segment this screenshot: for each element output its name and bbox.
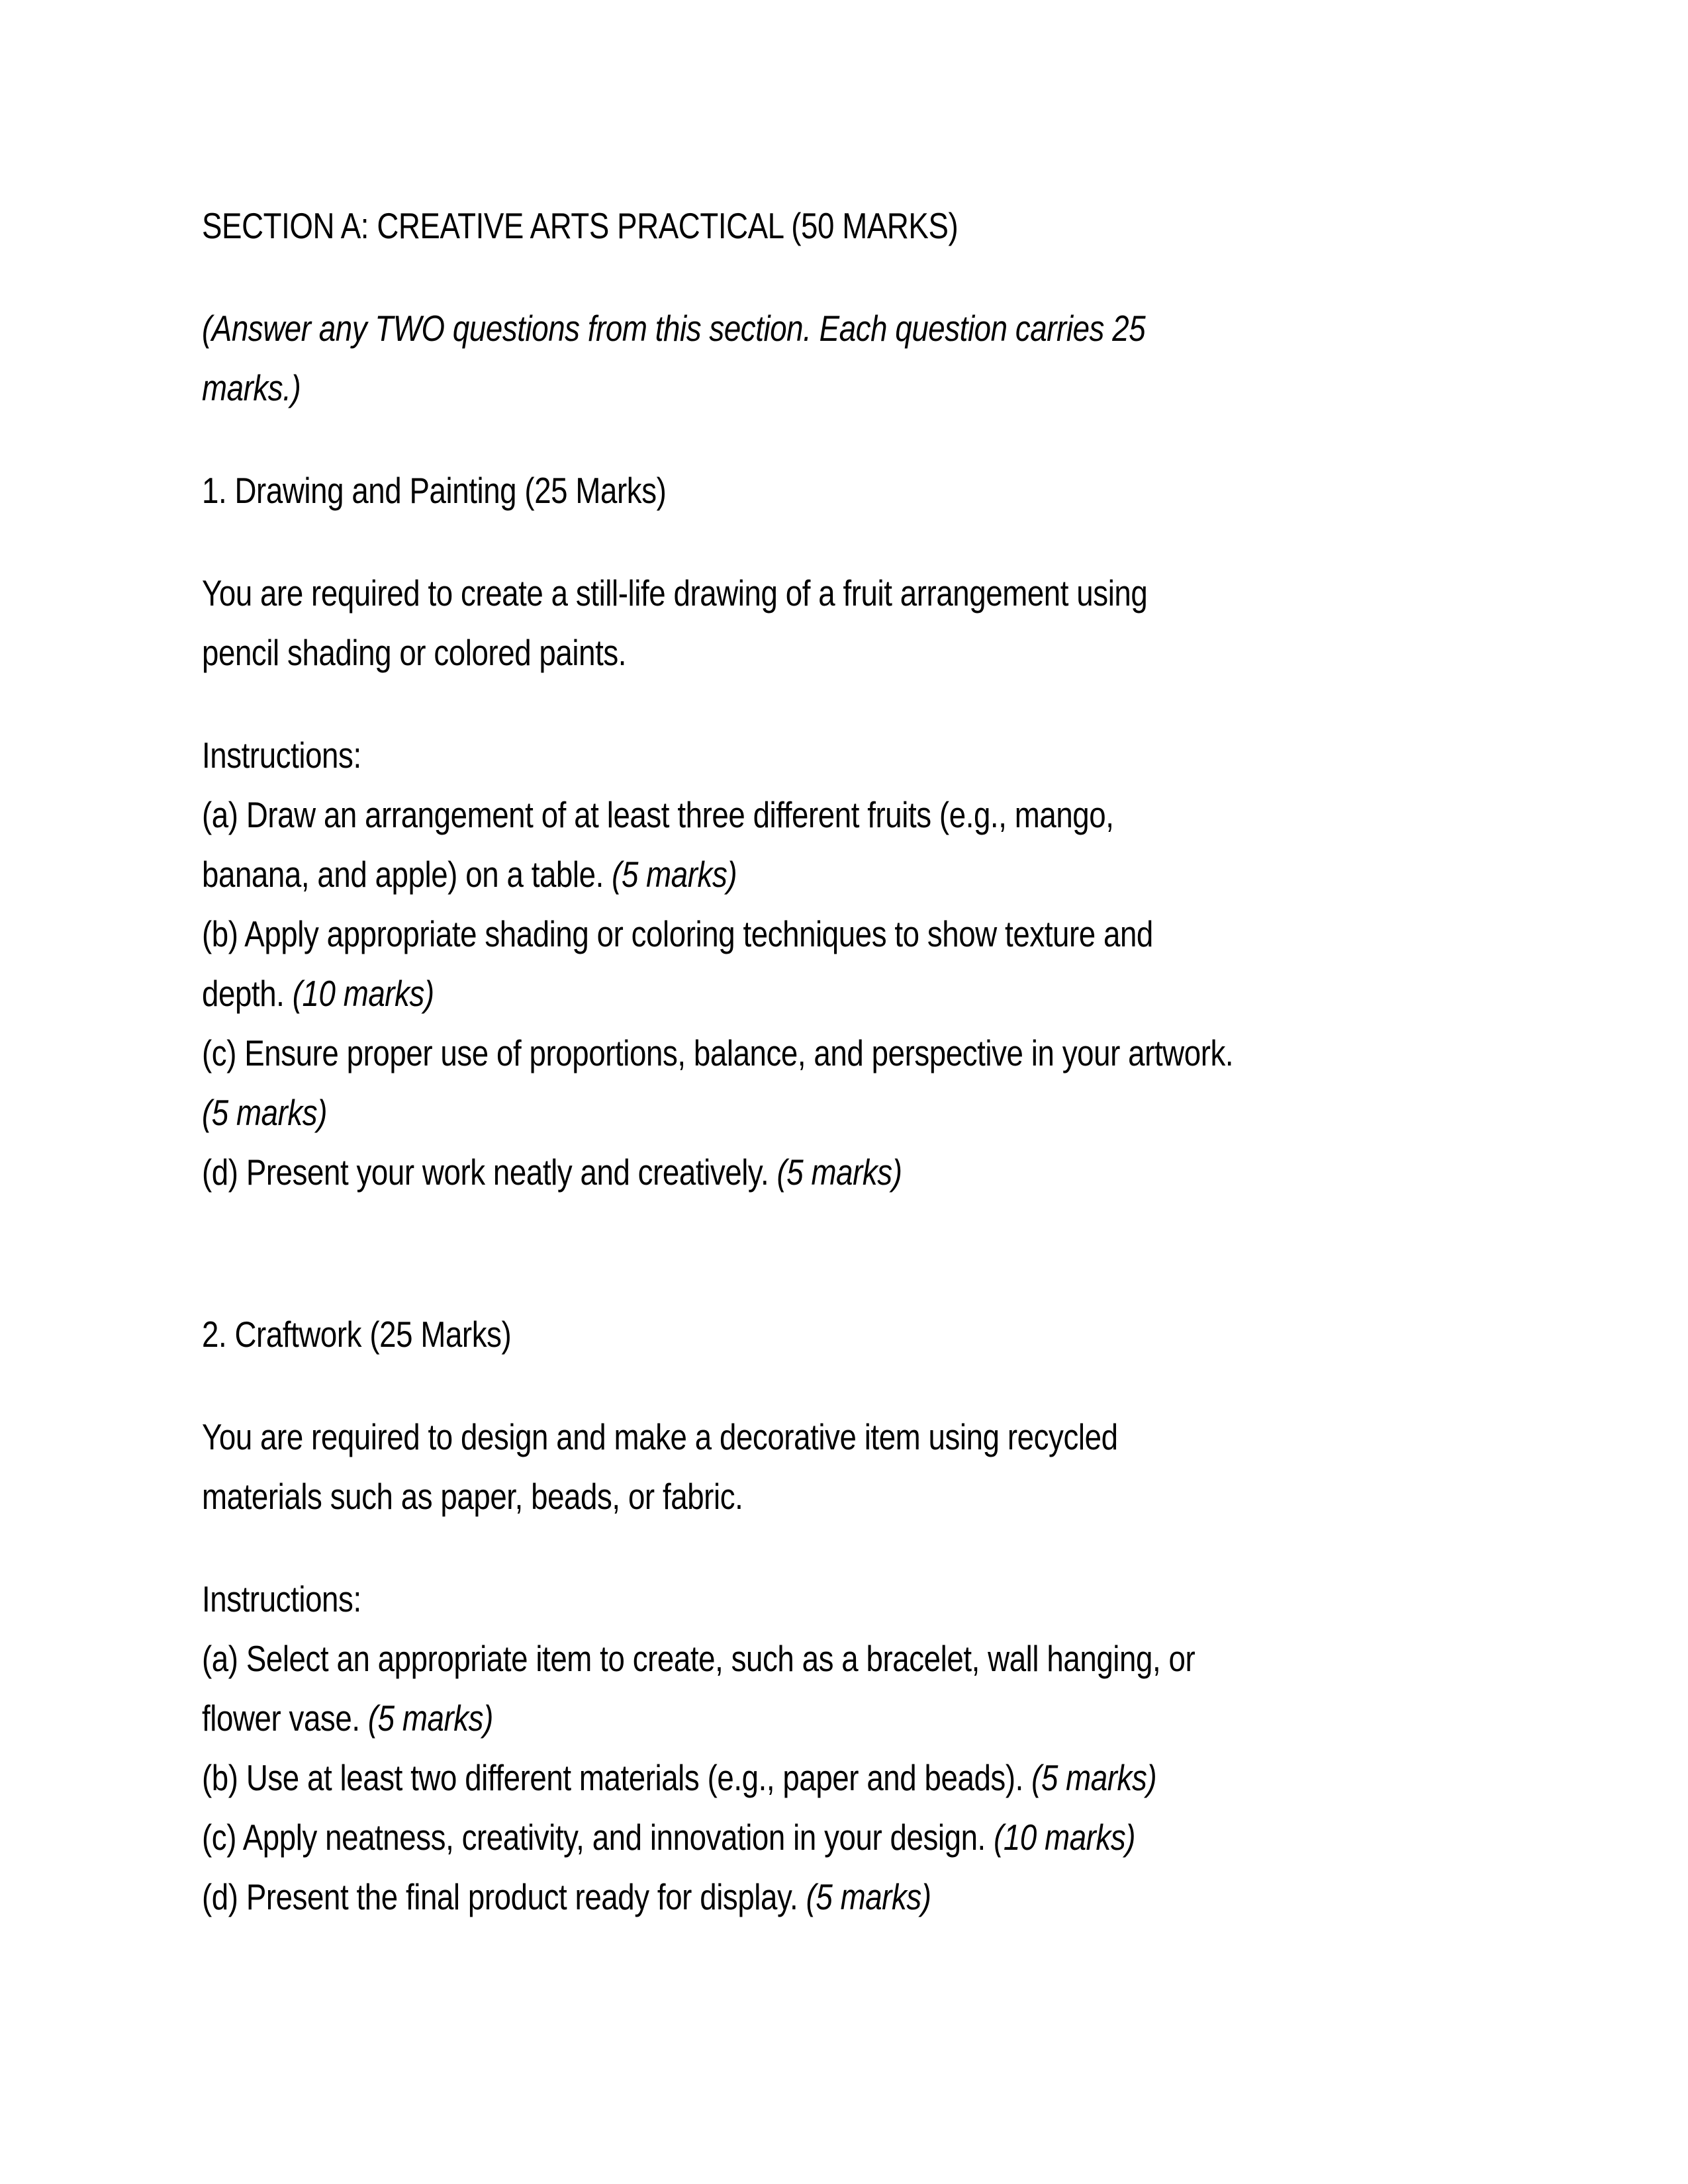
text-line xyxy=(202,1629,1435,1688)
italic-text-run: (Answer any TWO questions from this section. Each question carries 25 xyxy=(202,308,1146,349)
italic-text-run: (10 marks) xyxy=(994,1817,1136,1858)
text-line xyxy=(202,1569,1435,1629)
text-line xyxy=(202,461,1435,520)
text-run: You are required to create a still-life drawing of a fruit arrangement using xyxy=(202,572,1148,614)
question-2-instructions xyxy=(202,1569,1688,1927)
question-1-intro xyxy=(202,563,1688,682)
text-line xyxy=(202,196,1435,255)
question-2-heading xyxy=(202,1304,1688,1364)
text-line xyxy=(202,1023,1435,1083)
text-run: Instructions: xyxy=(202,735,361,776)
text-line xyxy=(202,1142,1435,1202)
text-run: Instructions: xyxy=(202,1578,361,1619)
text-run: (a) Draw an arrangement of at least three different fruits (e.g., mango, xyxy=(202,794,1114,835)
italic-text-run: marks.) xyxy=(202,367,301,408)
italic-text-run: (10 marks) xyxy=(292,973,434,1014)
question-2-intro xyxy=(202,1407,1688,1526)
section-a-heading xyxy=(202,196,1688,255)
text-run: pencil shading or colored paints. xyxy=(202,632,627,673)
text-run: (a) Select an appropriate item to create, such as a bracelet, wall hanging, or xyxy=(202,1638,1196,1679)
text-run: (b) Use at least two different materials (e.g., paper and beads). xyxy=(202,1757,1032,1798)
section-a-note xyxy=(202,298,1688,418)
italic-text-run: (5 marks) xyxy=(776,1152,902,1193)
italic-text-run: (5 marks) xyxy=(202,1092,328,1133)
text-run: (d) Present your work neatly and creatively. xyxy=(202,1152,777,1193)
text-run: (d) Present the final product ready for display. xyxy=(202,1876,806,1917)
question-1-heading xyxy=(202,461,1688,520)
text-line xyxy=(202,1407,1435,1467)
text-run: (c) Ensure proper use of proportions, balance, and perspective in your artwork. xyxy=(202,1032,1234,1073)
text-line xyxy=(202,298,1435,358)
text-line xyxy=(202,1688,1435,1748)
text-line xyxy=(202,785,1435,844)
text-line xyxy=(202,964,1435,1023)
text-run: flower vase. xyxy=(202,1698,368,1739)
italic-text-run: (5 marks) xyxy=(1031,1757,1157,1798)
italic-text-run: (5 marks) xyxy=(806,1876,931,1917)
text-line xyxy=(202,844,1435,904)
text-run: (b) Apply appropriate shading or coloring techniques to show texture and xyxy=(202,913,1153,954)
text-run: banana, and apple) on a table. xyxy=(202,854,612,895)
text-run: You are required to design and make a decorative item using recycled xyxy=(202,1416,1118,1457)
text-line xyxy=(202,1467,1435,1526)
text-line xyxy=(202,1867,1435,1927)
text-line xyxy=(202,1083,1435,1142)
text-line xyxy=(202,1748,1435,1807)
italic-text-run: (5 marks) xyxy=(612,854,737,895)
text-line xyxy=(202,563,1435,623)
text-line xyxy=(202,904,1435,964)
text-run: 2. Craftwork (25 Marks) xyxy=(202,1314,512,1355)
text-line xyxy=(202,623,1435,682)
text-line xyxy=(202,725,1435,785)
text-run: materials such as paper, beads, or fabric. xyxy=(202,1476,743,1517)
text-line xyxy=(202,358,1435,418)
text-line xyxy=(202,1304,1435,1364)
text-run: depth. xyxy=(202,973,293,1014)
text-run: 1. Drawing and Painting (25 Marks) xyxy=(202,470,667,511)
text-run: (c) Apply neatness, creativity, and innovation in your design. xyxy=(202,1817,994,1858)
text-line xyxy=(202,1807,1435,1867)
question-1-instructions xyxy=(202,725,1688,1202)
italic-text-run: (5 marks) xyxy=(367,1698,493,1739)
text-run: SECTION A: CREATIVE ARTS PRACTICAL (50 MARKS) xyxy=(202,205,959,246)
